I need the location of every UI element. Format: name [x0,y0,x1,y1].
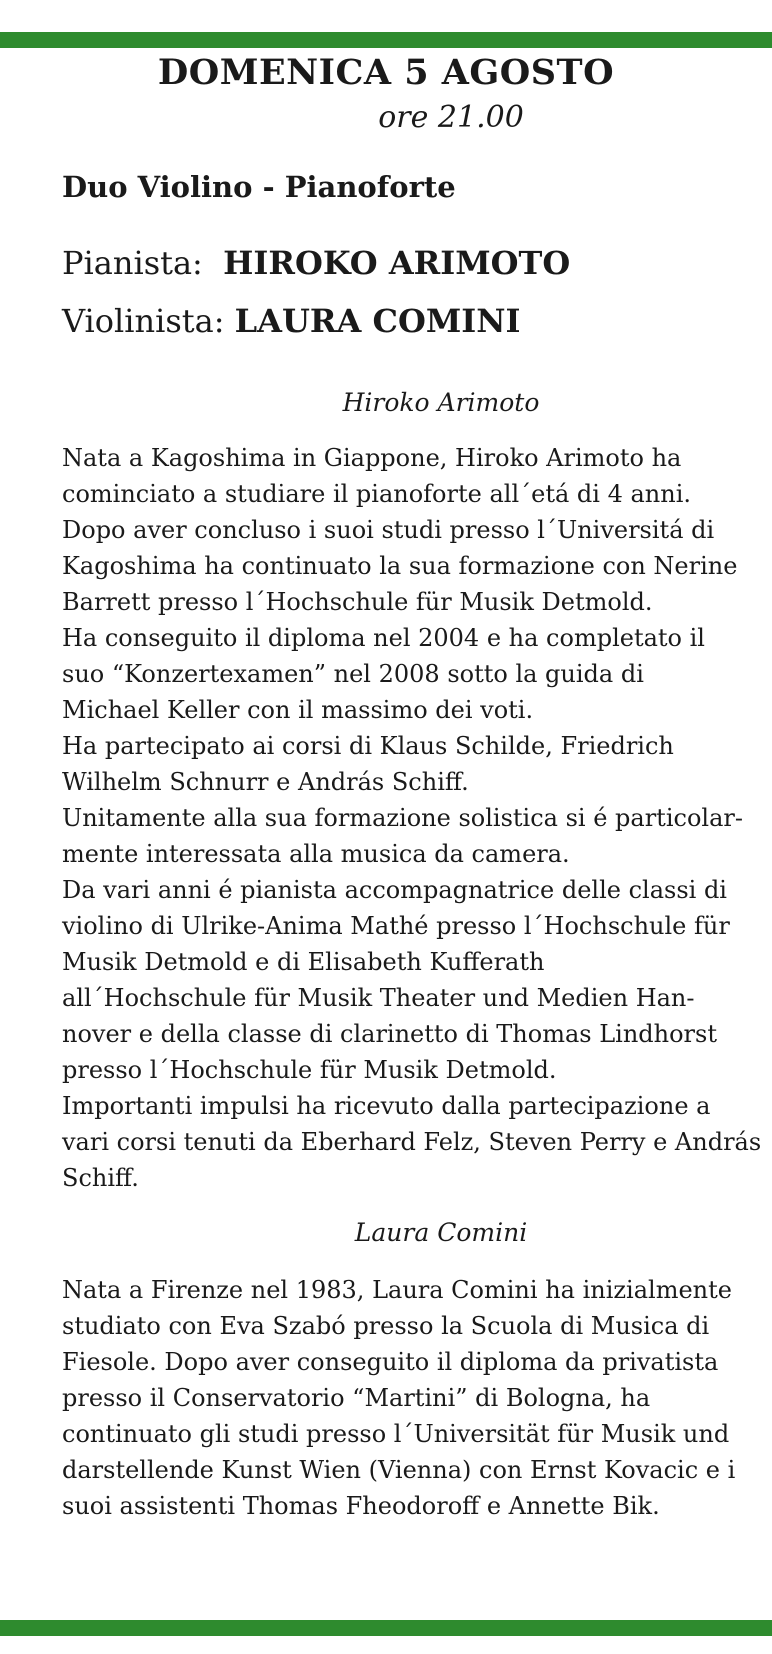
bio-line: all´Hochschule für Musik Theater und Medien Han- [62,984,695,1012]
bio-line: Importanti impulsi ha ricevuto dalla partecipazione a [62,1092,711,1120]
violinist-label: Violinista: [62,302,225,340]
bio-title-laura: Laura Comini [354,1218,528,1247]
pianist-name: HIROKO ARIMOTO [223,244,571,282]
bio-line: Nata a Firenze nel 1983, Laura Comini ha inizialmente [62,1276,732,1304]
bio-line: Nata a Kagoshima in Giappone, Hiroko Arimoto ha [62,444,682,472]
bio-text-laura [62,1272,762,1524]
bio-line: cominciato a studiare il pianoforte all´etá di 4 anni. [62,480,691,508]
bio-line: Unitamente alla sua formazione solistica si é particolar- [62,804,743,832]
top-green-bar [0,32,772,48]
bio-line: suo “Konzertexamen” nel 2008 sotto la guida di [62,660,644,688]
bio-line: Musik Detmold e di Elisabeth Kufferath [62,948,545,976]
bio-line: Kagoshima ha continuato la sua formazione con Nerine [62,552,738,580]
violinist-line [62,302,520,340]
pianist-label: Pianista: [62,244,203,282]
bio-line: darstellende Kunst Wien (Vienna) con Ernst Kovacic e i [62,1456,736,1484]
bio-line: continuato gli studi presso l´Universität für Musik und [62,1420,730,1448]
bio-line: violino di Ulrike-Anima Mathé presso l´Hochschule für [62,912,730,940]
bio-line: Dopo aver concluso i suoi studi presso l´Universitá di [62,516,715,544]
bio-line: presso l´Hochschule für Musik Detmold. [62,1056,557,1084]
bio-line: Fiesole. Dopo aver conseguito il diploma da privatista [62,1348,719,1376]
bio-line: Ha partecipato ai corsi di Klaus Schilde, Friedrich [62,732,674,760]
violinist-name: LAURA COMINI [234,302,521,340]
bio-line: Barrett presso l´Hochschule für Musik Detmold. [62,588,653,616]
bio-line: Michael Keller con il massimo dei voti. [62,696,534,724]
bio-line: presso il Conservatorio “Martini” di Bologna, ha [62,1384,651,1412]
concert-subtitle: Duo Violino - Pianoforte [62,170,456,204]
bio-title-hiroko: Hiroko Arimoto [342,388,540,417]
bio-line: Schiff. [62,1164,139,1192]
event-date: DOMENICA 5 AGOSTO [157,52,615,93]
bio-line: Da vari anni é pianista accompagnatrice delle classi di [62,876,727,904]
bio-line: vari corsi tenuti da Eberhard Felz, Steven Perry e András [62,1128,762,1156]
bio-line: Ha conseguito il diploma nel 2004 e ha completato il [62,624,705,652]
bio-text-hiroko [62,440,762,1196]
bottom-green-bar [0,1620,772,1636]
bio-line: suoi assistenti Thomas Fheodoroff e Annette Bik. [62,1492,660,1520]
bio-line: nover e della classe di clarinetto di Thomas Lindhorst [62,1020,717,1048]
pianist-line [62,244,570,282]
bio-line: Wilhelm Schnurr e András Schiff. [62,768,469,796]
bio-line: mente interessata alla musica da camera. [62,840,570,868]
bio-line: studiato con Eva Szabó presso la Scuola di Musica di [62,1312,710,1340]
event-time: ore 21.00 [378,100,524,135]
